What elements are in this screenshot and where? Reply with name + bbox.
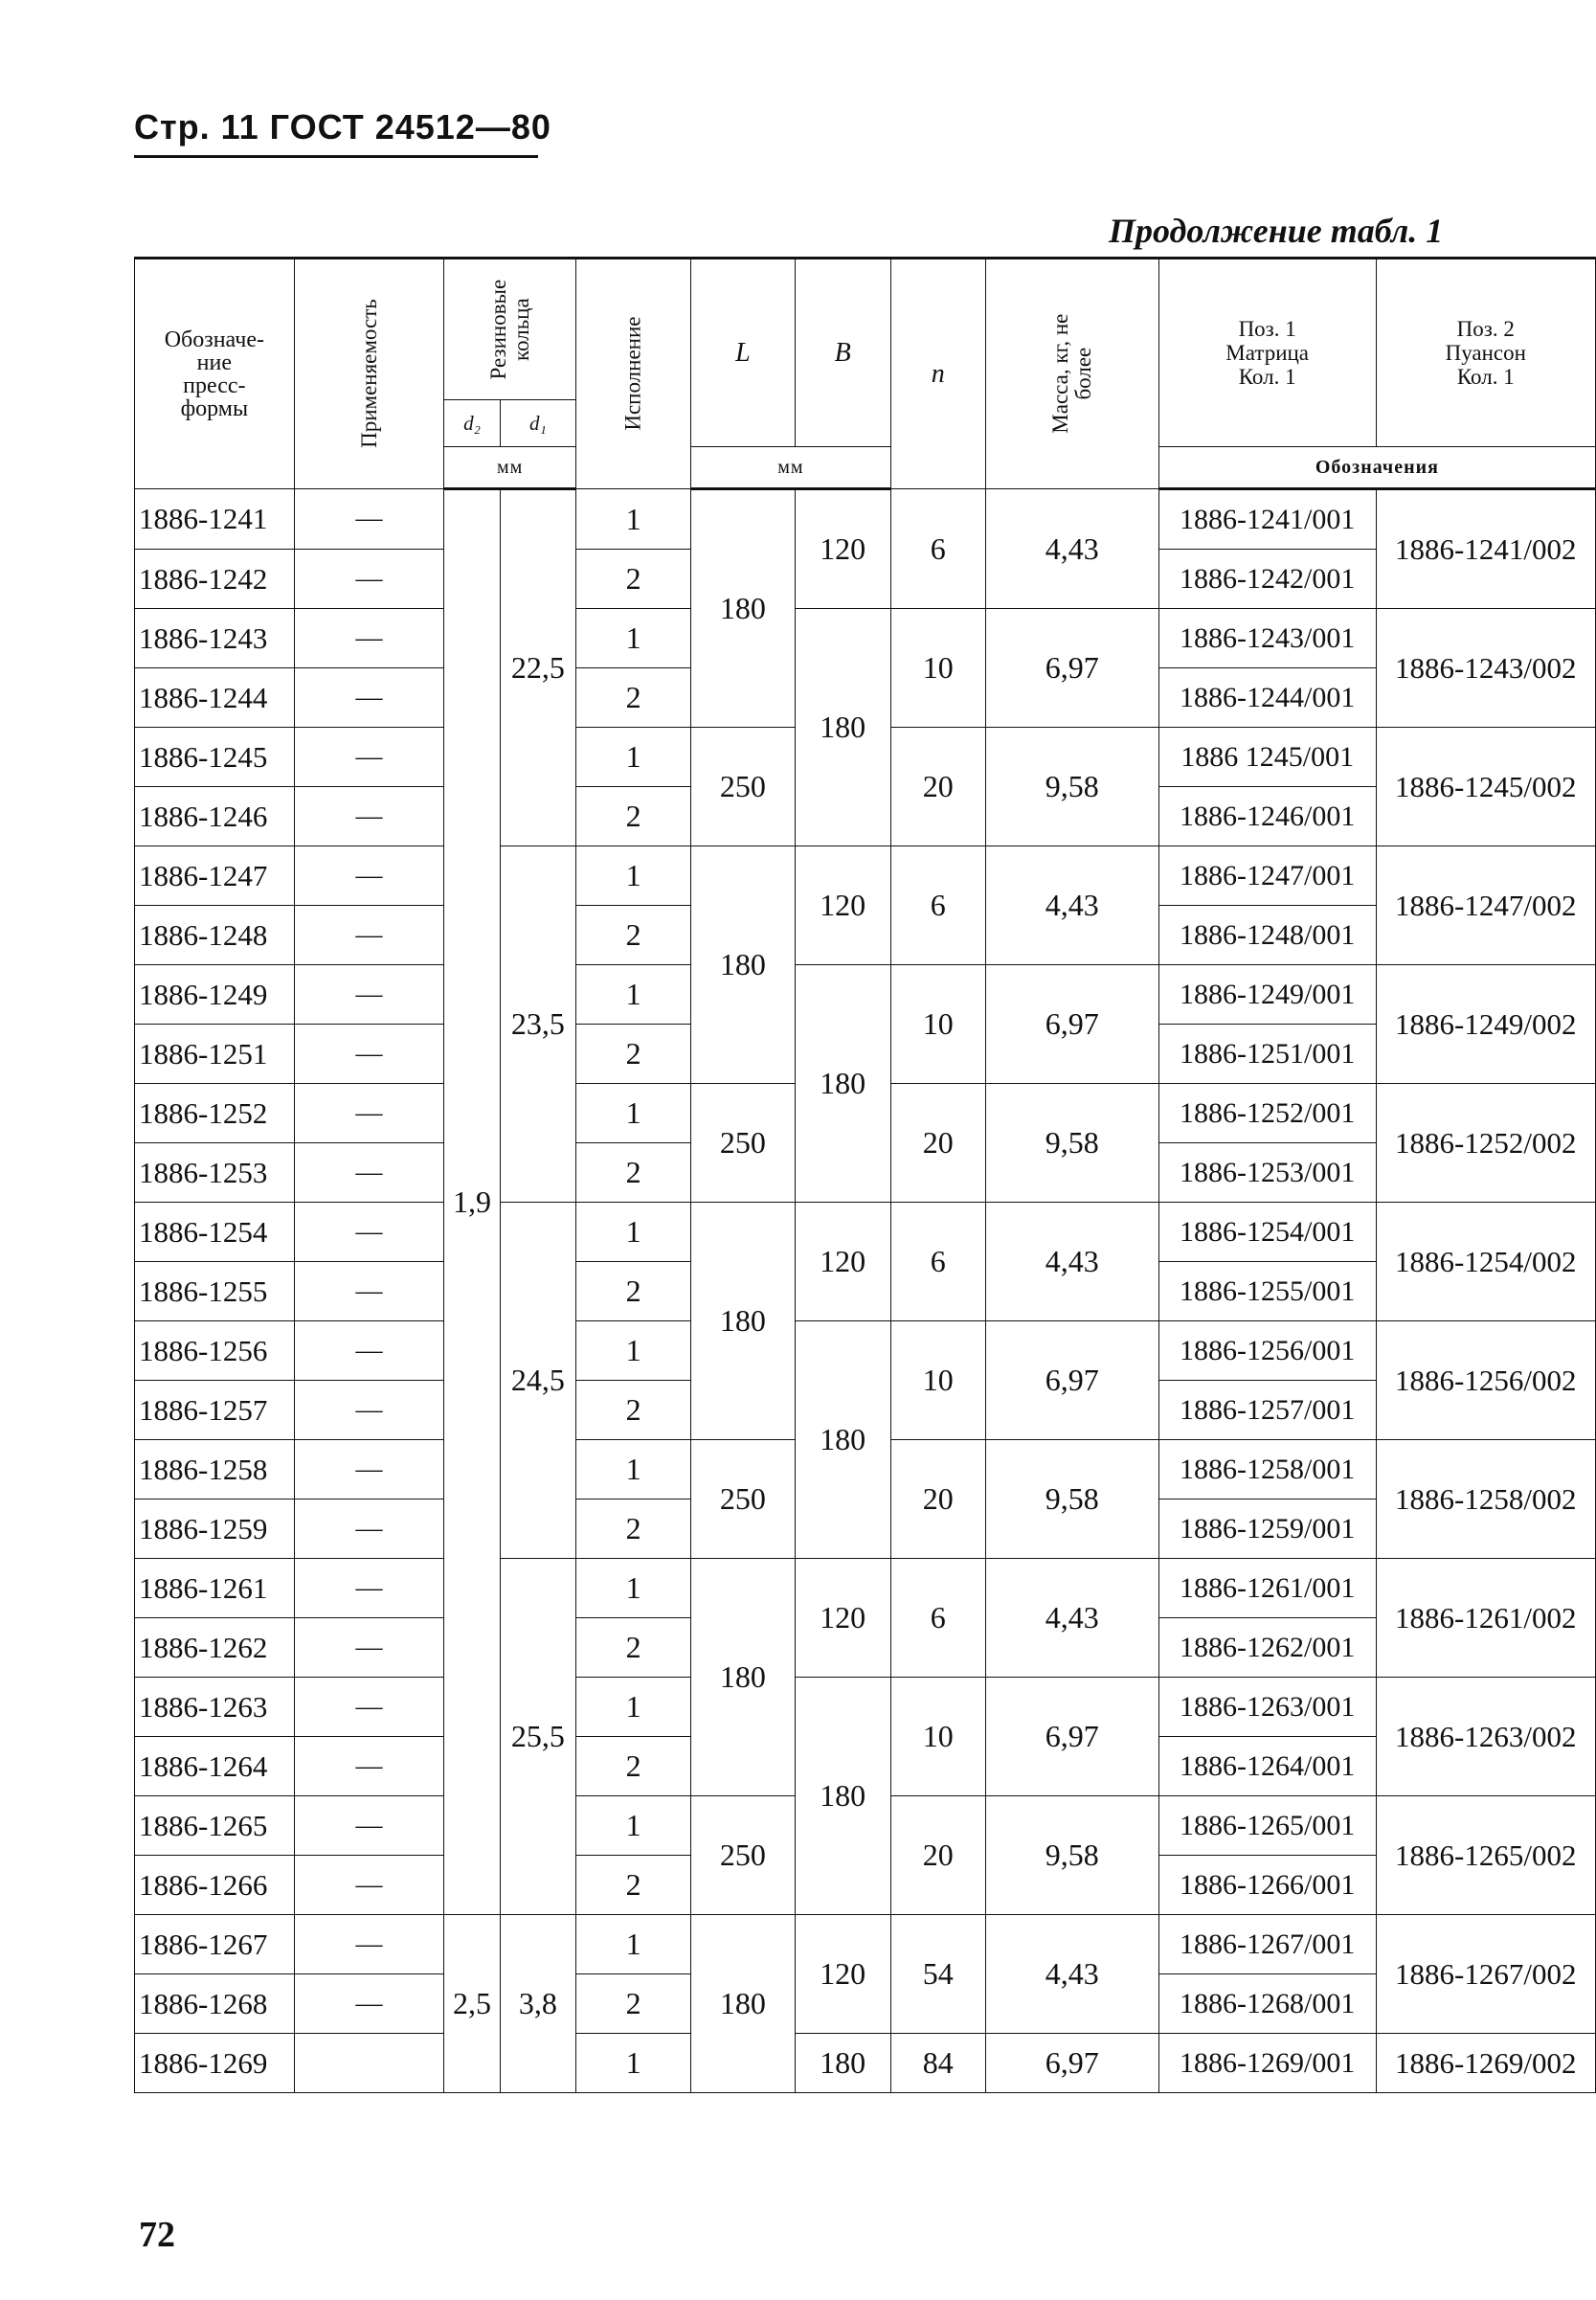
cell-execution: 1 (576, 1321, 691, 1381)
cell-execution: 2 (576, 1262, 691, 1321)
cell-mass: 9,58 (985, 1084, 1158, 1203)
cell-pos2: 1886-1243/002 (1376, 609, 1595, 728)
cell-L: 180 (691, 846, 795, 1084)
cell-pos1: 1886-1255/001 (1158, 1262, 1376, 1321)
cell-n: 54 (890, 1915, 985, 2034)
cell-pos1: 1886-1253/001 (1158, 1143, 1376, 1203)
cell-pos1: 1886-1254/001 (1158, 1203, 1376, 1262)
cell-pos1: 1886-1265/001 (1158, 1796, 1376, 1856)
cell-execution: 1 (576, 489, 691, 550)
cell-applicability: — (294, 1262, 444, 1321)
header-applicability: Применяемость (294, 259, 444, 489)
cell-B: 120 (795, 1559, 890, 1678)
cell-pos1: 1886-1266/001 (1158, 1856, 1376, 1915)
cell-execution: 2 (576, 1974, 691, 2034)
cell-pos1: 1886-1261/001 (1158, 1559, 1376, 1618)
cell-pos2: 1886-1263/002 (1376, 1678, 1595, 1796)
cell-applicability: — (294, 906, 444, 965)
cell-pos2: 1886-1261/002 (1376, 1559, 1595, 1678)
cell-d2: 1,9 (444, 489, 500, 1915)
cell-execution: 2 (576, 1618, 691, 1678)
cell-pos1: 1886-1252/001 (1158, 1084, 1376, 1143)
cell-execution: 1 (576, 1678, 691, 1737)
cell-n: 20 (890, 1796, 985, 1915)
cell-L: 180 (691, 1203, 795, 1440)
cell-pos2: 1886-1267/002 (1376, 1915, 1595, 2034)
cell-designation: 1886-1265 (135, 1796, 295, 1856)
header-B: B (795, 259, 890, 447)
cell-pos1: 1886-1248/001 (1158, 906, 1376, 965)
cell-applicability: — (294, 668, 444, 728)
header-designation: Обозначе- ние пресс- формы (135, 259, 295, 489)
cell-B: 120 (795, 1915, 890, 2034)
cell-mass: 9,58 (985, 1796, 1158, 1915)
cell-execution: 1 (576, 1915, 691, 1974)
table-row (135, 1321, 1596, 1381)
cell-L: 250 (691, 1084, 795, 1203)
cell-pos1: 1886-1241/001 (1158, 489, 1376, 550)
cell-execution: 2 (576, 906, 691, 965)
cell-pos2: 1886-1265/002 (1376, 1796, 1595, 1915)
cell-designation: 1886-1255 (135, 1262, 295, 1321)
cell-execution: 2 (576, 1381, 691, 1440)
cell-n: 10 (890, 1678, 985, 1796)
cell-execution: 2 (576, 550, 691, 609)
cell-mass: 6,97 (985, 965, 1158, 1084)
cell-execution: 1 (576, 1440, 691, 1500)
cell-mass: 6,97 (985, 609, 1158, 728)
cell-applicability: — (294, 1737, 444, 1796)
cell-B: 120 (795, 489, 890, 609)
cell-pos1: 1886-1259/001 (1158, 1500, 1376, 1559)
cell-n: 6 (890, 1559, 985, 1678)
cell-B: 120 (795, 1203, 890, 1321)
table-continuation-label: Продолжение табл. 1 (1109, 212, 1444, 250)
cell-designation: 1886-1252 (135, 1084, 295, 1143)
cell-applicability: — (294, 1500, 444, 1559)
cell-pos1: 1886-1257/001 (1158, 1381, 1376, 1440)
cell-applicability: — (294, 1025, 444, 1084)
page-number: 72 (139, 2215, 175, 2255)
cell-mass: 6,97 (985, 1678, 1158, 1796)
table-row (135, 1915, 1596, 1974)
cell-designation: 1886-1261 (135, 1559, 295, 1618)
table-row (135, 1559, 1596, 1618)
cell-execution: 2 (576, 1143, 691, 1203)
cell-pos2: 1886-1252/002 (1376, 1084, 1595, 1203)
header-pos2: Поз. 2 Пуансон Кол. 1 (1376, 259, 1595, 447)
cell-applicability: — (294, 1559, 444, 1618)
cell-applicability: — (294, 1974, 444, 2034)
cell-n: 10 (890, 1321, 985, 1440)
cell-execution: 1 (576, 846, 691, 906)
cell-applicability: — (294, 1678, 444, 1737)
cell-mass: 4,43 (985, 846, 1158, 965)
cell-applicability (294, 2034, 444, 2093)
cell-L: 250 (691, 1440, 795, 1559)
cell-designation: 1886-1251 (135, 1025, 295, 1084)
cell-mass: 4,43 (985, 1559, 1158, 1678)
cell-pos1: 1886-1267/001 (1158, 1915, 1376, 1974)
cell-pos2: 1886-1258/002 (1376, 1440, 1595, 1559)
cell-n: 20 (890, 728, 985, 846)
cell-pos1: 1886-1246/001 (1158, 787, 1376, 846)
table-row (135, 609, 1596, 668)
header-units-dims: мм (691, 447, 891, 489)
cell-applicability: — (294, 1321, 444, 1381)
cell-d1: 3,8 (500, 1915, 575, 2093)
cell-designation: 1886-1244 (135, 668, 295, 728)
cell-execution: 2 (576, 1856, 691, 1915)
cell-mass: 9,58 (985, 728, 1158, 846)
cell-designation: 1886-1269 (135, 2034, 295, 2093)
cell-designation: 1886-1263 (135, 1678, 295, 1737)
cell-designation: 1886-1246 (135, 787, 295, 846)
cell-designation: 1886-1257 (135, 1381, 295, 1440)
cell-B: 180 (795, 609, 890, 846)
cell-B: 120 (795, 846, 890, 965)
cell-L: 250 (691, 728, 795, 846)
cell-applicability: — (294, 1143, 444, 1203)
cell-pos2: 1886-1269/002 (1376, 2034, 1595, 2093)
cell-applicability: — (294, 489, 444, 550)
cell-pos1: 1886-1243/001 (1158, 609, 1376, 668)
cell-applicability: — (294, 787, 444, 846)
cell-applicability: — (294, 1856, 444, 1915)
header-rubber-rings: Резиновые кольца (444, 259, 576, 400)
cell-designation: 1886-1245 (135, 728, 295, 787)
cell-applicability: — (294, 1618, 444, 1678)
cell-execution: 1 (576, 1084, 691, 1143)
cell-execution: 1 (576, 609, 691, 668)
cell-designation: 1886-1249 (135, 965, 295, 1025)
cell-pos1: 1886-1262/001 (1158, 1618, 1376, 1678)
cell-mass: 4,43 (985, 1915, 1158, 2034)
cell-pos1: 1886-1242/001 (1158, 550, 1376, 609)
cell-designation: 1886-1241 (135, 489, 295, 550)
cell-execution: 2 (576, 1737, 691, 1796)
table-body (135, 489, 1596, 2093)
cell-execution: 2 (576, 787, 691, 846)
cell-pos2: 1886-1249/002 (1376, 965, 1595, 1084)
table-row (135, 846, 1596, 906)
cell-designation: 1886-1264 (135, 1737, 295, 1796)
cell-pos2: 1886-1241/002 (1376, 489, 1595, 609)
header-designations: Обозначения (1158, 447, 1595, 489)
cell-pos2: 1886-1256/002 (1376, 1321, 1595, 1440)
table-row (135, 1203, 1596, 1262)
cell-pos1: 1886-1244/001 (1158, 668, 1376, 728)
cell-mass: 6,97 (985, 1321, 1158, 1440)
cell-execution: 2 (576, 1025, 691, 1084)
cell-execution: 1 (576, 2034, 691, 2093)
cell-n: 20 (890, 1440, 985, 1559)
cell-B: 180 (795, 2034, 890, 2093)
cell-pos2: 1886-1247/002 (1376, 846, 1595, 965)
cell-execution: 2 (576, 1500, 691, 1559)
cell-d1: 25,5 (500, 1559, 575, 1915)
cell-L: 250 (691, 1796, 795, 1915)
cell-pos1: 1886-1268/001 (1158, 1974, 1376, 2034)
header-d1: d₁ (500, 400, 575, 447)
cell-designation: 1886-1253 (135, 1143, 295, 1203)
cell-designation: 1886-1248 (135, 906, 295, 965)
cell-n: 20 (890, 1084, 985, 1203)
cell-d1: 24,5 (500, 1203, 575, 1559)
page-header: Стр. 11 ГОСТ 24512—80 (134, 107, 551, 147)
table-row (135, 489, 1596, 550)
table-row (135, 2034, 1596, 2093)
cell-d1: 22,5 (500, 489, 575, 846)
cell-execution: 1 (576, 1796, 691, 1856)
cell-L: 180 (691, 1915, 795, 2093)
cell-d1: 23,5 (500, 846, 575, 1203)
cell-execution: 2 (576, 668, 691, 728)
header-mass: Масса, кг, не более (985, 259, 1158, 489)
cell-applicability: — (294, 1440, 444, 1500)
header-units-rings: мм (444, 447, 576, 489)
cell-mass: 4,43 (985, 1203, 1158, 1321)
cell-pos1: 1886 1245/001 (1158, 728, 1376, 787)
table-row (135, 1678, 1596, 1737)
header-n: n (890, 259, 985, 489)
cell-pos1: 1886-1269/001 (1158, 2034, 1376, 2093)
cell-mass: 9,58 (985, 1440, 1158, 1559)
header-L: L (691, 259, 795, 447)
cell-pos1: 1886-1251/001 (1158, 1025, 1376, 1084)
cell-pos1: 1886-1258/001 (1158, 1440, 1376, 1500)
cell-applicability: — (294, 965, 444, 1025)
cell-execution: 1 (576, 1559, 691, 1618)
cell-applicability: — (294, 550, 444, 609)
cell-n: 6 (890, 1203, 985, 1321)
cell-designation: 1886-1254 (135, 1203, 295, 1262)
cell-applicability: — (294, 1915, 444, 1974)
cell-L: 180 (691, 489, 795, 728)
cell-L: 180 (691, 1559, 795, 1796)
cell-designation: 1886-1266 (135, 1856, 295, 1915)
cell-execution: 1 (576, 728, 691, 787)
cell-applicability: — (294, 728, 444, 787)
cell-pos1: 1886-1263/001 (1158, 1678, 1376, 1737)
cell-applicability: — (294, 1796, 444, 1856)
cell-designation: 1886-1256 (135, 1321, 295, 1381)
cell-n: 10 (890, 965, 985, 1084)
cell-execution: 1 (576, 965, 691, 1025)
cell-designation: 1886-1243 (135, 609, 295, 668)
cell-designation: 1886-1242 (135, 550, 295, 609)
cell-designation: 1886-1259 (135, 1500, 295, 1559)
cell-applicability: — (294, 846, 444, 906)
cell-designation: 1886-1247 (135, 846, 295, 906)
cell-n: 84 (890, 2034, 985, 2093)
cell-n: 10 (890, 609, 985, 728)
cell-applicability: — (294, 1381, 444, 1440)
cell-mass: 6,97 (985, 2034, 1158, 2093)
header-pos1: Поз. 1 Матрица Кол. 1 (1158, 259, 1376, 447)
cell-designation: 1886-1262 (135, 1618, 295, 1678)
cell-pos1: 1886-1249/001 (1158, 965, 1376, 1025)
cell-mass: 4,43 (985, 489, 1158, 609)
header-execution: Исполнение (576, 259, 691, 489)
cell-execution: 1 (576, 1203, 691, 1262)
cell-designation: 1886-1267 (135, 1915, 295, 1974)
cell-applicability: — (294, 1203, 444, 1262)
cell-B: 180 (795, 1321, 890, 1559)
table-row (135, 965, 1596, 1025)
cell-B: 180 (795, 1678, 890, 1915)
cell-applicability: — (294, 1084, 444, 1143)
cell-B: 180 (795, 965, 890, 1203)
cell-pos1: 1886-1256/001 (1158, 1321, 1376, 1381)
header-d2: d₂ (444, 400, 500, 447)
cell-pos1: 1886-1264/001 (1158, 1737, 1376, 1796)
cell-pos2: 1886-1245/002 (1376, 728, 1595, 846)
cell-applicability: — (294, 609, 444, 668)
cell-d2: 2,5 (444, 1915, 500, 2093)
cell-pos2: 1886-1254/002 (1376, 1203, 1595, 1321)
cell-n: 6 (890, 489, 985, 609)
cell-designation: 1886-1268 (135, 1974, 295, 2034)
cell-n: 6 (890, 846, 985, 965)
cell-designation: 1886-1258 (135, 1440, 295, 1500)
specification-table (134, 257, 1596, 2093)
cell-pos1: 1886-1247/001 (1158, 846, 1376, 906)
header-rule (134, 155, 538, 158)
